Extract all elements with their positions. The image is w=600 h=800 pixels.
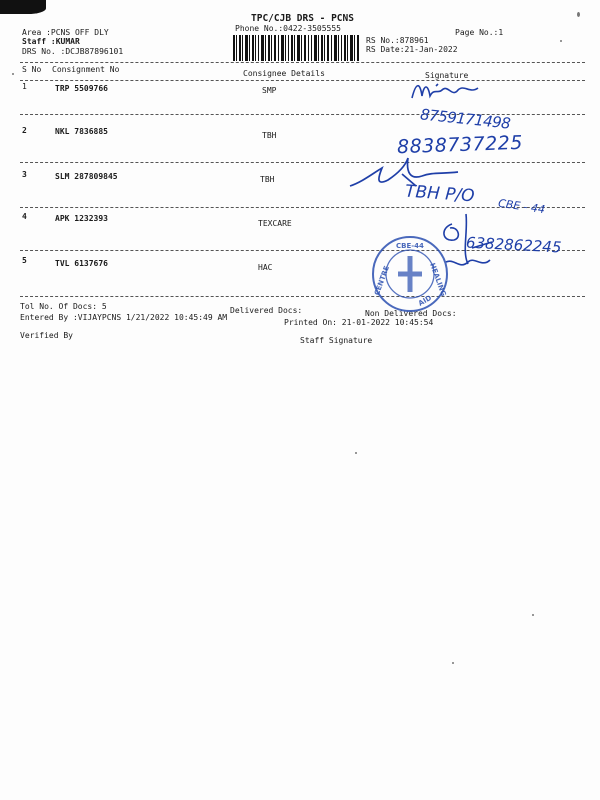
- scan-speck: [560, 40, 562, 42]
- document-title: TPC/CJB DRS - PCNS: [251, 13, 354, 24]
- row-consignee: TEXCARE: [258, 219, 292, 228]
- handwritten-phone: 6382862245: [465, 233, 562, 257]
- row-consignee: HAC: [258, 263, 273, 272]
- scan-speck: [532, 614, 534, 616]
- scan-speck: [355, 452, 357, 454]
- divider: [20, 62, 585, 63]
- phone-number: Phone No.:0422-3505555: [235, 24, 341, 33]
- handwritten-phone: 8838737225: [396, 131, 524, 159]
- row-sno: 4: [22, 212, 27, 221]
- stamp-seal: [370, 234, 450, 314]
- svg-text:AID: AID: [417, 293, 433, 308]
- printed-on: Printed On: 21-01-2022 10:45:54: [284, 318, 434, 327]
- row-consignment: TRP 5509766: [55, 84, 108, 93]
- page-number: Page No.:1: [455, 28, 504, 37]
- row-consignment: SLM 287809845: [55, 172, 118, 181]
- svg-text:CENTRE: CENTRE: [372, 264, 392, 297]
- scan-speck: [577, 12, 580, 17]
- row-sno: 5: [22, 256, 27, 265]
- row-divider: [20, 162, 585, 163]
- handwritten-note: CBE - 44: [497, 196, 546, 217]
- row-consignment: NKL 7836885: [55, 127, 108, 136]
- svg-text:HEALING: HEALING: [428, 261, 448, 298]
- delivered-docs: Delivered Docs:: [230, 306, 303, 315]
- verified-by: Verified By: [20, 331, 73, 340]
- handwritten-phone: 8759171498: [419, 105, 512, 133]
- drs-number: DRS No. :DCJB87896101: [22, 47, 124, 56]
- row-sno: 3: [22, 170, 27, 179]
- row-sno: 1: [22, 82, 27, 91]
- scan-speck: [12, 73, 14, 75]
- row-divider: [20, 296, 585, 297]
- divider: [20, 80, 585, 81]
- row-consignment: APK 1232393: [55, 214, 108, 223]
- col-consignment: Consignment No: [52, 65, 120, 74]
- staff-signature: Staff Signature: [300, 336, 373, 345]
- total-docs: Tol No. Of Docs: 5: [20, 302, 107, 311]
- scan-speck: [452, 662, 454, 664]
- barcode: [233, 35, 361, 61]
- area-label: Area :PCNS OFF DLY: [22, 28, 109, 37]
- row-consignee: TBH: [260, 175, 275, 184]
- scan-smudge: [0, 0, 46, 14]
- col-consignee: Consignee Details: [243, 69, 325, 78]
- staff-label: Staff :KUMAR: [22, 37, 80, 46]
- svg-text:CBE-44: CBE-44: [396, 242, 424, 250]
- entered-by: Entered By :VIJAYPCNS 1/21/2022 10:45:49 AM: [20, 313, 228, 322]
- rs-number: RS No.:878961: [366, 36, 429, 45]
- rs-date: RS Date:21-Jan-2022: [366, 45, 458, 54]
- row-sno: 2: [22, 126, 27, 135]
- row-consignment: TVL 6137676: [55, 259, 108, 268]
- row-consignee: SMP: [262, 86, 277, 95]
- row-consignee: TBH: [262, 131, 277, 140]
- handwritten-note: TBH P/O: [404, 181, 476, 207]
- col-signature: Signature: [425, 71, 469, 80]
- signature-scribble: [408, 80, 488, 102]
- non-delivered-docs: Non Delivered Docs:: [365, 309, 457, 318]
- col-sno: S No: [22, 65, 42, 74]
